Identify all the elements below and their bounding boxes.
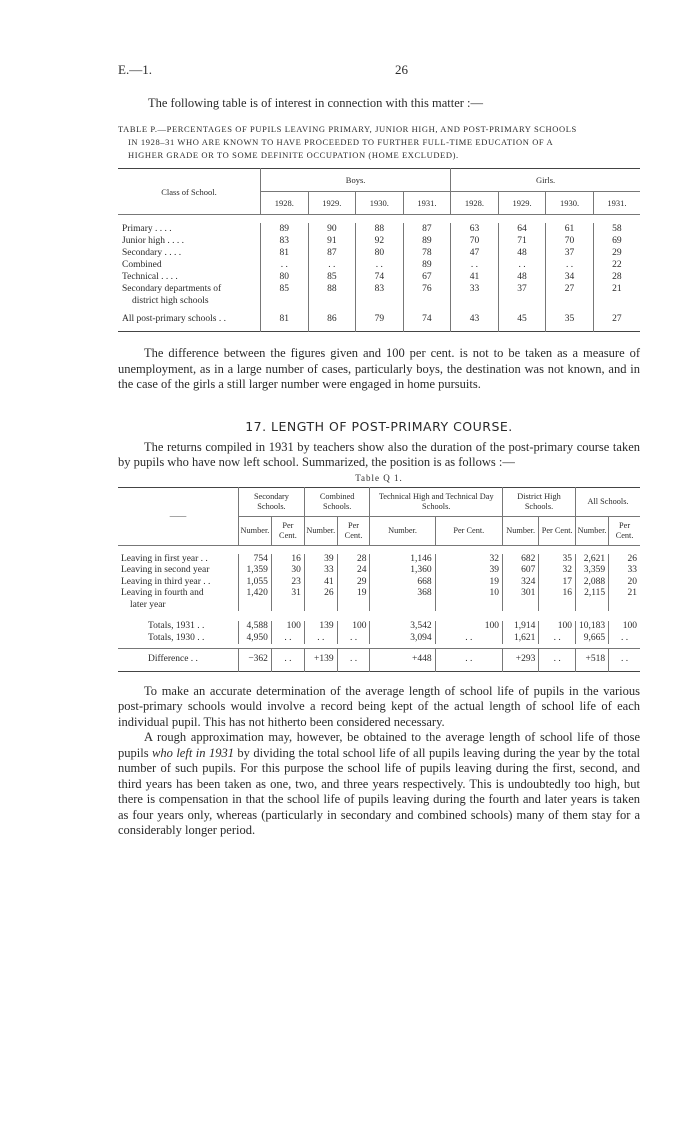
table-cell: 29 <box>593 247 640 259</box>
table-cell: 86 <box>308 307 356 332</box>
dash-header: —— <box>169 511 187 520</box>
percent-header: Per Cent. <box>337 516 370 545</box>
table-cell: 39 <box>435 565 502 577</box>
table-cell: 21 <box>593 283 640 295</box>
table-q-caption: Table Q 1. <box>355 472 403 483</box>
table-cell: 324 <box>502 577 538 589</box>
row-label: Leaving in third year . . <box>121 576 211 587</box>
table-cell: 41 <box>304 577 337 589</box>
table-cell: 1,146 <box>370 554 435 566</box>
year-header: 1930. <box>356 192 404 215</box>
table-cell: 80 <box>261 271 309 283</box>
row-label: Secondary departments of <box>122 284 222 294</box>
table-cell: 92 <box>356 235 404 247</box>
table-cell: 29 <box>337 577 370 589</box>
table-cell: 20 <box>609 577 640 589</box>
table-cell: 47 <box>451 247 499 259</box>
table-cell: 67 <box>403 271 451 283</box>
table-cell: 79 <box>356 307 404 332</box>
table-cell <box>502 600 538 612</box>
table-cell: 3,359 <box>576 565 609 577</box>
table-cell: 74 <box>356 271 404 283</box>
group-header: Secondary Schools. <box>239 487 305 516</box>
table-cell: +448 <box>370 649 435 672</box>
table-cell: 10,183 <box>576 621 609 633</box>
table-cell: 22 <box>593 259 640 271</box>
section-title: 17. LENGTH OF POST-PRIMARY COURSE. <box>245 418 513 434</box>
table-cell: 88 <box>308 283 356 295</box>
table-cell: 2,115 <box>576 588 609 600</box>
table-cell: . . <box>356 259 404 271</box>
table-cell: 4,950 <box>239 633 272 645</box>
table-cell: 35 <box>539 554 576 566</box>
table-cell: . . <box>435 649 502 672</box>
number-header: Number. <box>239 516 272 545</box>
table-cell: 28 <box>337 554 370 566</box>
table-cell: 100 <box>609 621 640 633</box>
table-cell: 61 <box>546 223 594 235</box>
percent-header: Per Cent. <box>539 516 576 545</box>
table-row <box>118 649 640 672</box>
table-row <box>118 621 640 633</box>
table-cell: 48 <box>498 271 546 283</box>
row-label: Leaving in second year <box>121 565 210 575</box>
row-label: Secondary . . . . <box>122 248 182 258</box>
table-cell: 1,359 <box>239 565 272 577</box>
number-header: Number. <box>502 516 538 545</box>
caption-line: IN 1928–31 WHO ARE KNOWN TO HAVE PROCEEDED TO FURTHER FULL-TIME EDUCATION OF A <box>128 137 554 147</box>
year-header: 1931. <box>403 192 451 215</box>
table-cell: 668 <box>370 577 435 589</box>
table-cell: . . <box>546 259 594 271</box>
year-header: 1928. <box>261 192 309 215</box>
table-cell <box>356 295 404 307</box>
table-cell: 32 <box>539 565 576 577</box>
row-label: Technical . . . . <box>122 272 178 282</box>
table-cell: 3,542 <box>370 621 435 633</box>
percent-header: Per Cent. <box>609 516 640 545</box>
table-cell: 32 <box>435 554 502 566</box>
table-cell: 69 <box>593 235 640 247</box>
year-header: 1928. <box>451 192 499 215</box>
table-cell <box>370 600 435 612</box>
table-cell: . . <box>304 633 337 645</box>
row-label: Totals, 1930 . . <box>148 632 205 643</box>
intro-text: The following table is of interest in connection with this matter :— <box>148 96 483 110</box>
table-cell: 87 <box>403 223 451 235</box>
number-header: Number. <box>370 516 435 545</box>
table-cell <box>539 600 576 612</box>
table-cell: 39 <box>304 554 337 566</box>
table-cell: −362 <box>239 649 272 672</box>
table-cell <box>337 600 370 612</box>
table-row <box>118 307 640 332</box>
group-header: District High Schools. <box>502 487 575 516</box>
year-header: 1930. <box>546 192 594 215</box>
table-cell: 35 <box>546 307 594 332</box>
table-cell: 88 <box>356 223 404 235</box>
table-cell: 26 <box>304 588 337 600</box>
caption-line: TABLE P.—PERCENTAGES OF PUPILS LEAVING PRIMARY, JUNIOR HIGH, AND POST-PRIMARY SCHOOLS <box>118 124 577 134</box>
table-cell: 85 <box>308 271 356 283</box>
table-cell: 100 <box>435 621 502 633</box>
table-cell: . . <box>539 633 576 645</box>
table-cell: . . <box>271 633 304 645</box>
row-label: Leaving in first year . . <box>121 553 208 564</box>
table-cell: 43 <box>451 307 499 332</box>
table-cell: 34 <box>546 271 594 283</box>
table-cell: 1,360 <box>370 565 435 577</box>
table-cell: 58 <box>593 223 640 235</box>
table-cell: +139 <box>304 649 337 672</box>
percent-header: Per Cent. <box>435 516 502 545</box>
table-row <box>118 259 640 271</box>
table-cell: 48 <box>498 247 546 259</box>
table-cell: 81 <box>261 307 309 332</box>
row-label: All post-primary schools . . <box>122 314 226 324</box>
table-cell: 33 <box>609 565 640 577</box>
table-cell: 368 <box>370 588 435 600</box>
row-label: later year <box>130 599 166 610</box>
table-cell: 83 <box>356 283 404 295</box>
table-cell <box>609 600 640 612</box>
table-cell: 45 <box>498 307 546 332</box>
class-header: Class of School. <box>161 186 217 197</box>
row-label: Junior high . . . . <box>122 236 185 246</box>
table-cell: 19 <box>435 577 502 589</box>
table-cell: 37 <box>546 247 594 259</box>
table-cell: 64 <box>498 223 546 235</box>
table-row <box>118 235 640 247</box>
paragraph-approximation: A rough approximation may, however, be obtained to the average length of school life of those pupils who left in 1931 by dividing the total school life of all pupils leaving during the year by the total number of such pupils. For this purpose the school life of pupils leaving during the first, second, and third years has been taken as one, two, and three years respectively. This is undoubtedly too high, but there is compensation in that the school life of pupils leaving during the fourth and later years is taken as four years only, whereas (particularly in secondary and combined schools) many of them stay for a considerably longer period. <box>118 730 640 837</box>
table-row <box>118 554 640 566</box>
table-cell: 28 <box>593 271 640 283</box>
table-cell: 87 <box>308 247 356 259</box>
table-cell: 10 <box>435 588 502 600</box>
percent-header: Per Cent. <box>271 516 304 545</box>
table-p <box>118 168 640 332</box>
table-cell <box>308 295 356 307</box>
table-cell: 17 <box>539 577 576 589</box>
table-cell: . . <box>498 259 546 271</box>
table-cell: 301 <box>502 588 538 600</box>
number-header: Number. <box>576 516 609 545</box>
table-cell: 100 <box>271 621 304 633</box>
row-label: Difference . . <box>148 654 198 664</box>
italic-phrase: who left in 1931 <box>152 745 234 760</box>
table-cell: 89 <box>403 259 451 271</box>
table-row <box>118 247 640 259</box>
table-cell: 27 <box>546 283 594 295</box>
row-label: Totals, 1931 . . <box>148 621 205 631</box>
table-cell: 21 <box>609 588 640 600</box>
boys-header: Boys. <box>261 169 451 192</box>
table-cell <box>593 295 640 307</box>
table-row <box>118 577 640 589</box>
table-cell: 9,665 <box>576 633 609 645</box>
table-cell: 80 <box>356 247 404 259</box>
number-header: Number. <box>304 516 337 545</box>
table-cell: 1,914 <box>502 621 538 633</box>
table-p-caption <box>118 123 640 162</box>
table-cell: . . <box>451 259 499 271</box>
caption-line: HIGHER GRADE OR TO SOME DEFINITE OCCUPATION (HOME EXCLUDED). <box>128 150 459 160</box>
table-row <box>118 565 640 577</box>
table-cell: 16 <box>539 588 576 600</box>
group-header: Technical High and Technical Day Schools. <box>370 487 503 516</box>
table-cell <box>498 295 546 307</box>
table-cell: 4,588 <box>239 621 272 633</box>
table-cell: . . <box>435 633 502 645</box>
group-header: Combined Schools. <box>304 487 370 516</box>
table-cell: 1,055 <box>239 577 272 589</box>
table-cell: 100 <box>337 621 370 633</box>
table-cell: 90 <box>308 223 356 235</box>
table-cell: . . <box>609 633 640 645</box>
table-cell: . . <box>271 649 304 672</box>
table-cell: 30 <box>271 565 304 577</box>
table-cell <box>451 295 499 307</box>
paragraph-returns: The returns compiled in 1931 by teachers show also the duration of the post-primary course taken by pupils who have now left school. Summarized, the position is as follows :— <box>118 439 640 469</box>
table-cell: +518 <box>576 649 609 672</box>
year-header: 1929. <box>498 192 546 215</box>
table-cell: 26 <box>609 554 640 566</box>
table-cell: 100 <box>539 621 576 633</box>
table-cell: 19 <box>337 588 370 600</box>
table-cell: 70 <box>451 235 499 247</box>
table-cell: 33 <box>304 565 337 577</box>
table-cell: 78 <box>403 247 451 259</box>
paragraph-difference: The difference between the figures given and 100 per cent. is not to be taken as a measure of unemployment, as in a large number of cases, particularly boys, the destination was not known, and in the case of the girls a still larger number were engaged in home pursuits. <box>118 346 640 391</box>
table-cell: 89 <box>261 223 309 235</box>
table-cell: . . <box>337 649 370 672</box>
table-cell <box>271 600 304 612</box>
row-label: Primary . . . . <box>122 224 172 234</box>
table-cell: 139 <box>304 621 337 633</box>
year-header: 1929. <box>308 192 356 215</box>
page-number: 26 <box>395 62 408 77</box>
table-cell: 33 <box>451 283 499 295</box>
year-header: 1931. <box>593 192 640 215</box>
table-cell <box>304 600 337 612</box>
table-cell: 74 <box>403 307 451 332</box>
document-ref: E.—1. <box>118 62 152 77</box>
table-cell <box>403 295 451 307</box>
row-label: Leaving in fourth and <box>121 588 204 598</box>
table-cell: . . <box>609 649 640 672</box>
group-header: All Schools. <box>576 487 640 516</box>
table-cell: 16 <box>271 554 304 566</box>
table-cell: 41 <box>451 271 499 283</box>
table-cell: 1,621 <box>502 633 538 645</box>
table-row <box>118 283 640 295</box>
table-cell: . . <box>261 259 309 271</box>
table-cell: 31 <box>271 588 304 600</box>
table-cell: . . <box>337 633 370 645</box>
table-cell <box>576 600 609 612</box>
table-cell: 70 <box>546 235 594 247</box>
table-cell: 76 <box>403 283 451 295</box>
table-cell: 2,088 <box>576 577 609 589</box>
table-cell: 682 <box>502 554 538 566</box>
table-cell <box>546 295 594 307</box>
row-label: district high schools <box>132 296 209 306</box>
table-cell: 754 <box>239 554 272 566</box>
table-cell: 2,621 <box>576 554 609 566</box>
table-cell: 71 <box>498 235 546 247</box>
table-cell: 27 <box>593 307 640 332</box>
table-cell: 91 <box>308 235 356 247</box>
table-cell: 23 <box>271 577 304 589</box>
table-cell: 83 <box>261 235 309 247</box>
row-label: Combined <box>122 260 162 270</box>
page-header <box>118 62 408 78</box>
table-row <box>118 295 640 307</box>
table-cell: 3,094 <box>370 633 435 645</box>
table-cell: . . <box>308 259 356 271</box>
table-row <box>118 633 640 645</box>
table-row <box>118 271 640 283</box>
table-cell: 24 <box>337 565 370 577</box>
table-cell: 81 <box>261 247 309 259</box>
table-cell: +293 <box>502 649 538 672</box>
table-cell: 37 <box>498 283 546 295</box>
table-cell <box>261 295 309 307</box>
table-cell: . . <box>539 649 576 672</box>
table-row <box>118 223 640 235</box>
document-page <box>118 62 640 839</box>
table-cell: 85 <box>261 283 309 295</box>
table-cell: 1,420 <box>239 588 272 600</box>
table-cell <box>435 600 502 612</box>
table-cell: 63 <box>451 223 499 235</box>
table-q <box>118 487 640 672</box>
girls-header: Girls. <box>451 169 640 192</box>
paragraph-determination: To make an accurate determination of the average length of school life of pupils in the various post-primary schools would involve a record being kept of the actual length of school life of each individual pupil. This has not hitherto been considered necessary. <box>118 683 640 729</box>
table-cell <box>239 600 272 612</box>
table-row <box>118 600 640 612</box>
table-cell: 89 <box>403 235 451 247</box>
table-row <box>118 588 640 600</box>
table-cell: 607 <box>502 565 538 577</box>
